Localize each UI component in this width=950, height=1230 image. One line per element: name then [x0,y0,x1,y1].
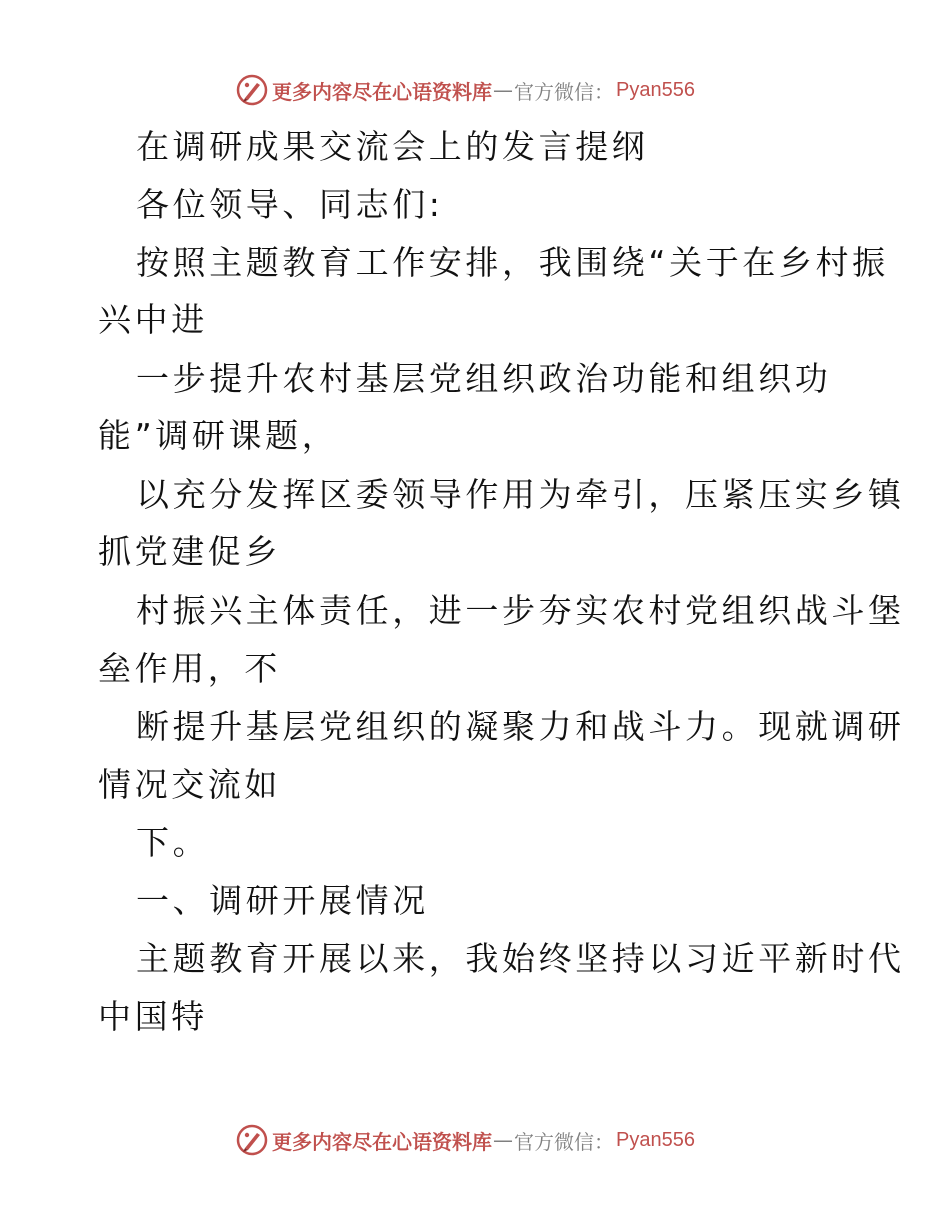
text-line: 情况交流如 [98,765,281,804]
text-line: 垒作用，不 [98,649,281,688]
text-line: 能”调研课题， [98,416,339,455]
document-title: 在调研成果交流会上的发言提纲 [136,127,649,166]
text-line: 按照主题教育工作安排，我围绕“关于在乡村振 [136,243,889,282]
text-line: 以充分发挥区委领导作用为牵引，压紧压实乡镇 [136,475,905,514]
text-line: 兴中进 [98,300,208,339]
watermark-wechat-account: Pyan556 [616,78,695,101]
text-line: 抓党建促乡 [98,532,281,571]
watermark-separator: — [493,78,513,102]
text-line: 一步提升农村基层党组织政治功能和组织功 [136,359,832,398]
text-line: 中国特 [98,997,208,1036]
text-line: 主题教育开展以来，我始终坚持以习近平新时代 [136,939,905,978]
watermark-wechat-account: Pyan556 [616,1128,695,1151]
text-line: 下。 [136,823,210,862]
text-line: 村振兴主体责任，进一步夯实农村党组织战斗堡 [136,591,905,630]
text-line: 各位领导、同志们: [136,185,444,224]
watermark-wechat-label: 官方微信： [514,79,614,104]
watermark-brand-text: 更多内容尽在心语资料库 [272,1129,492,1154]
watermark-brand-text: 更多内容尽在心语资料库 [272,79,492,104]
watermark-separator: — [493,1128,513,1152]
section-heading: 一、调研开展情况 [136,881,429,920]
text-line: 断提升基层党组织的凝聚力和战斗力。现就调研 [136,707,905,746]
watermark-footer [236,1122,695,1158]
quill-pen-logo-icon [236,1124,268,1156]
watermark-wechat-label: 官方微信： [514,1129,614,1154]
